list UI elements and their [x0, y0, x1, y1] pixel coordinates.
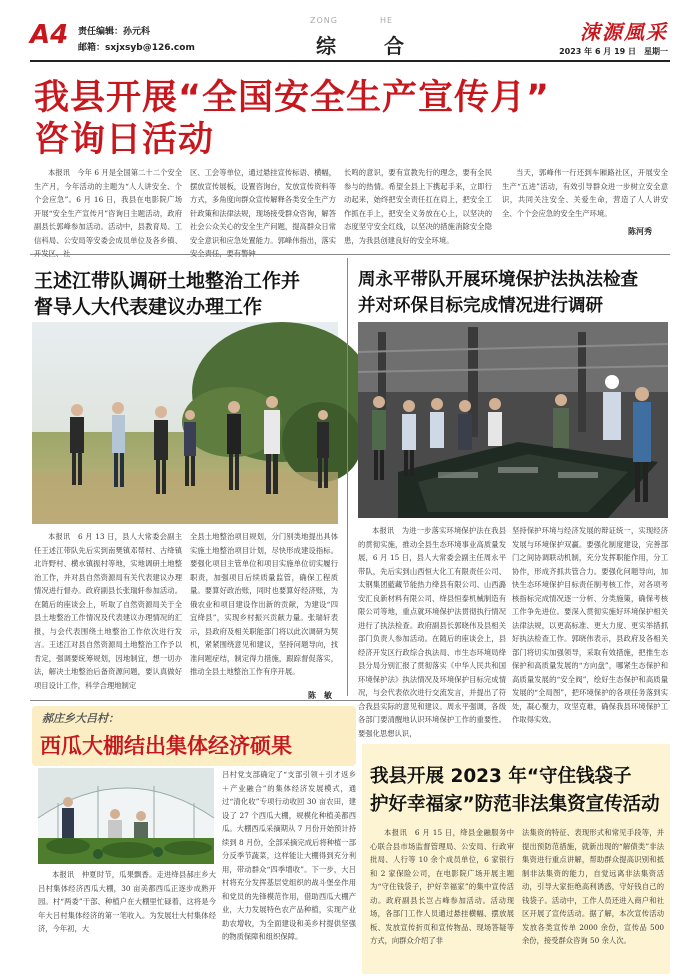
story-left-byline: 陈 敏 [308, 691, 332, 700]
story-right-col-2: 坚持保护环境与经济发展的辩证统一，实现经济发展与环境保护双赢。要强化制度建设，完善部门之间协调联动机制，充分发挥职能作用，分工协作，形成齐抓共管合力。要强化问题导向，加快生态环境保护目标责任制考核工作，对各项考核指标完成情况逐一分析、分类施策，确保考核工作争先进位。要深入贯彻实施好环境保护相关法律法规，以更高标准、更大力度、更实举措抓好执法检查工作。郭晓伟表示，县政府及各相关部门将切实加强领导，采取有效措施，把推生态保护和高质量发展的“方向盘”，哪紧生态保护和高质量发展的“安全阀”，绘好生态保护和高质量发展的“全局图”，把环境保护的各项任务落到实处，凝心聚力，攻坚克难，确保我县环境保护工作取得实效。 [512, 526, 668, 724]
masthead [30, 16, 670, 60]
mid-divider [30, 700, 670, 701]
story-left-col-2: 全县土地整治项目规划，分门别类地提出具体实施土地整治项目计划，尽快形成建设指标。要强化项目主管单位和项目实施单位切实履行职责，加强项目后续质量监管，确保工程质量。要算好政治账，同时也要算好经济账，为俄农业和项目建设作出新的贡献，为建设“四宜绛县”，实现乡村振兴贡献力量。张瑞轩表示，县政府及相关职能部门将以此次调研为契机，紧紧围绕意见和建议，坚持问题导向，找准问题症结，制定得力措施，跟踪督促落实，推动全县土地整治工作有序开展。 [190, 532, 338, 676]
story-left-headline-line1: 王述江带队调研土地整治工作并 [34, 270, 301, 292]
section-en-left: ZONG [310, 16, 338, 25]
watermelon-col-right: 吕村党支部确定了“支部引领＋引才返乡＋产业融合”的集体经济发展模式，通过“清化收”专项行动收回 30 亩农田，建设了 27 个西瓜大棚，规模化种植美都西瓜。大棚西瓜采摘期从 7 月份开始预计持续到 8 月份，全部采摘完成后将种植一部分反季节蔬菜，这样能让大棚得到充分利用，带动群众“四季增收”。下一步，大吕村将充分发挥基层党组织的战斗堡垒作用和党员的先锋模范作用，借助西瓜大棚产业，大力发展特色农产品种植，实现产业助农增收，为全面建设和美乡村提供坚强的物质保障和组织保障。 [222, 770, 356, 941]
story-left-headline-line2: 督导人大代表建议办理工作 [34, 296, 263, 318]
lead-headline-line1: 我县开展“全国安全生产宣传月” [34, 78, 551, 118]
issue-date: 2023 年 6 月 19 日 星期一 [559, 47, 668, 56]
watermelon-col-bottom: 本报讯 仲夏时节，瓜果飘香。走进绛县郝庄乡大吕村集体经济西瓜大棚，30 亩美都西瓜正逐步成熟开园。村“两委”干部、种植户在大棚里忙碌着，这将是今年大吕村集体经济的第一笔收入。为发展壮大村集体经济，今年初，大 [38, 870, 216, 933]
fraud-headline-line2: 护好幸福家”防范非法集资宣传活动 [370, 794, 660, 815]
page-number: A4 [30, 20, 69, 50]
section-cn-right: 合 [384, 34, 404, 58]
watermelon-photo [38, 768, 214, 864]
story-right-headline-line2: 并对环保目标完成情况进行调研 [358, 296, 603, 316]
fraud-headline-line1: 我县开展 2023 年“守住钱袋子 [370, 766, 632, 787]
story-left-photo [32, 322, 338, 524]
story-right-headline-line1: 周永平带队开展环境保护法执法检查 [358, 270, 638, 290]
lead-col-1: 本报讯 今年 6 月是全国第二十二个安全生产月，今年活动的主题为“人人讲安全、个个会应急”。6 月 16 日，我县在电影院广场开展“安全生产宣传月”咨询日主题活动，政府副县长郭峰参加活动。活动中，县教育局、工信科局、公安局等安委会成员单位及各乡镇、 [34, 168, 182, 245]
fraud-col-1: 本报讯 6 月 15 日，绛县金融服务中心联合县市场监督管理局、公安局、行政审批局、人行等 10 余个成员单位，6 家银行和 2 家保险公司，在电影院广场开展主题为“守住钱袋子，护好幸福家”的集中宣传活动。政府副县长岂占峰参加活动。活动现场，各部门工作人员通过悬挂横幅、摆放展板、发放宣传折页和宣传物品、现场答疑等方式，向群众介绍了非 [370, 828, 514, 945]
kicker-label: 郝庄乡大吕村： [42, 712, 119, 725]
lead-headline-line2: 咨询日活动 [34, 120, 215, 160]
paper-name: 涑源風采 [580, 20, 668, 44]
story-right-col-1: 本报讯 为进一步落实环境保护法在我县的贯彻实施，推动全县生态环境事业高质量发展，6 月 15 日，县人大常委会副主任周永平带队，先后实到山西恒大化工有限责任公司、太钢集团藍藏节能热力绛县有限公司、山西潞安汇良新材料有限公司、绛县恒泰机械制造有限公司等地，重点就环境保护法贯彻执行情况进行了执法检查。政府副县长郭晓伟及县相关部门负责人参加活动。在随后的座谈会上，县经济开发区行政综合执法局、市生态环境局绛县分局分别汇报了贯彻落实《中华人民共和国环境保护法》执法情况及环境保护目标完成情况，与会代表依次进行交流发言，并提出了符合我县实际的意见和建议。周永平强调，各级各部门要清醒地认识环境保护工作的重要性。要强化思想认识， [358, 526, 506, 738]
email-label: 邮箱：sxjxsyb@126.com [78, 43, 195, 53]
story-left-col-1: 本报讯 6 月 13 日，县人大常委会副主任王述江带队先后实到南樊镇邓帮村、古绛镇北许野村、横水镇振村等地，实地调研土地整治工作，并对县自然资源局有关代表建议办理情况进行督办。政府副县长张瑞轩参加活动。在随后的座谈会上，听取了自然资源局关于全县土地整治工作情况及代表建议办理情况的汇报，与会代表围绕土地整治工作依次进行发言。王述江对县自然资源局土地整治工作予以肯定，强调要统筹规划，因地制宜，想一切办法，解决土地整治后备资源问题，要认真做好项目设计工作，科学合理地制定 [34, 532, 182, 690]
column-divider [347, 258, 348, 696]
section-cn-left: 综 [316, 34, 336, 58]
watermelon-headline: 西瓜大棚结出集体经济硕果 [40, 734, 292, 758]
lead-col-4: 当天，郭峰伟一行还到车厢路社区，开展安全生产“五进”活动，有效引导群众进一步树立安全意识，共同关注安全、关爱生命，营造了人人讲安全、个个会应急的安全生产环境。 [502, 168, 668, 218]
lead-col-2: 区、工会等单位，通过悬挂宣传标语、横幅，摆放宣传展板，设置咨询台，发放宣传资料等方式，多角度向群众宣传解释各类安全生产方针政策和法律法规，现场接受群众咨询，解答社会公众关心的安全生产问题，提高群众日常安全意识和应急处置能力。郭峰伟指出，落实 [190, 168, 336, 245]
header-rule [30, 60, 670, 62]
lead-col-3: 长鸣的意识，要有宣教先行的理念，要有全民参与的热情。希望全县上下携起手来，立即行动起来，始终把安全责任扛在肩上，把安全工作抓在手上，把安全义务放在心上，以坚决的态度坚守安全红线，以坚决的措施消除安全隐患，为我县创建良好的安全环境。 [344, 168, 492, 245]
story-right-photo [358, 322, 668, 518]
editor-label: 责任编辑：孙元科 [78, 27, 151, 37]
section-en-right: HE [380, 16, 394, 25]
lead-byline: 陈河秀 [628, 227, 652, 236]
fraud-col-2: 法集资的特征、表现形式和常见手段等，并提出预防范措施，就新出现的“解债类”非法集资进行重点讲解，帮助群众提高识别和抵制非法集资的能力，自觉远离非法集资活动，引导大家拒绝高利诱惑，守好钱自己的钱袋子。活动中，工作人员还进入商户和社区开展了宣传活动。据了解，本次宣传活动发放各类宣传单 2000 余份，宣传品 500 余份，接受群众咨询 50 余人次。 [522, 828, 664, 945]
lead-divider [30, 254, 670, 255]
